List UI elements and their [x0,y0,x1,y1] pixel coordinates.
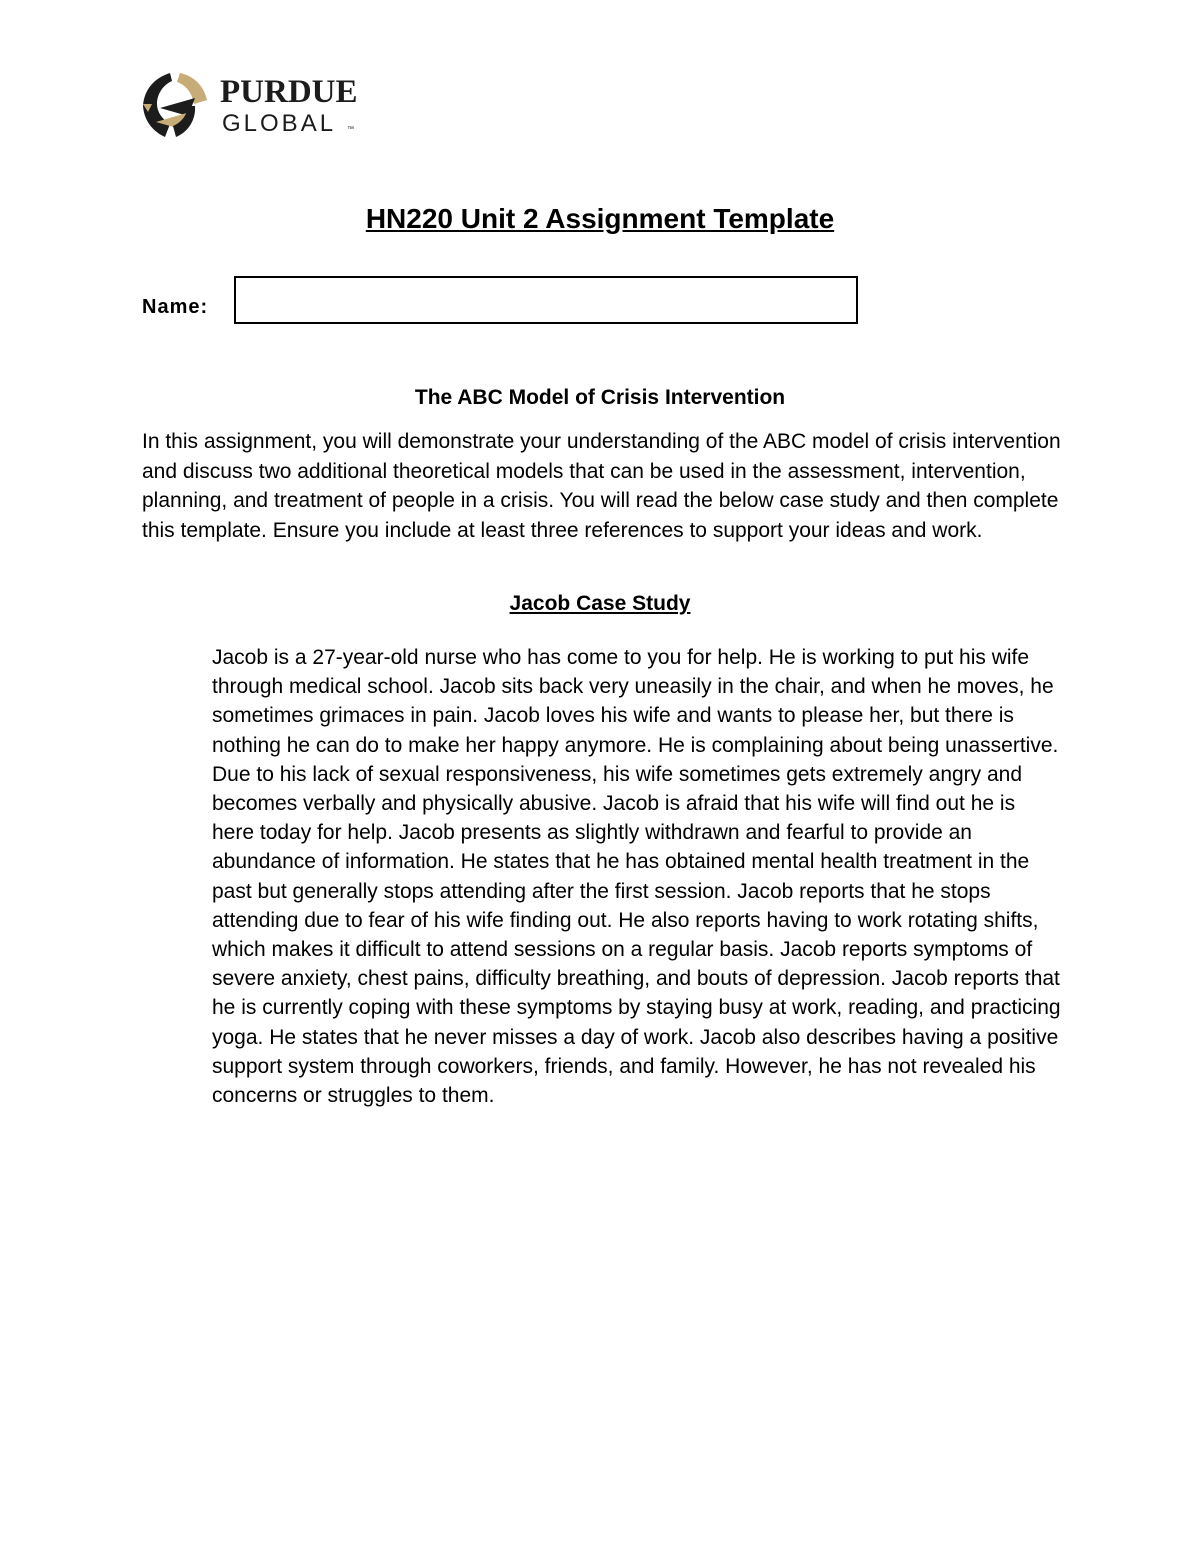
section-heading: The ABC Model of Crisis Intervention [414,386,786,409]
logo-subname: GLOBAL [222,110,337,137]
name-field[interactable] [234,276,858,324]
logo-trademark: ™ [347,126,354,133]
purdue-global-logo [140,68,380,142]
intro-paragraph: In this assignment, you will demonstrate your understanding of the ABC model of crisis intervention and discuss two additional theoretical models that can be used in the assessment, intervention, planning, and treatment of people in a crisis. You will read the below case study and then complete this template. Ensure you include at least three references to support your ideas and work. [142,430,1061,542]
globe-icon [142,72,208,138]
name-label: Name: [142,296,209,318]
document-title: HN220 Unit 2 Assignment Template [365,203,835,234]
logo-graphic [140,68,380,142]
logo-name: PURDUE [220,74,358,110]
case-study-heading: Jacob Case Study [509,592,691,615]
case-study-paragraph: Jacob is a 27-year-old nurse who has come to you for help. He is working to put his wife through medical school. Jacob sits back very uneasily in the chair, and when he moves, he sometimes grimaces in pain. Jacob loves his wife and wants to please her, but there is nothing he can do to make her happy anymore. He is complaining about being unassertive. Due to his lack of sexual responsiveness, his wife sometimes gets extremely angry and becomes verbally and physically abusive. Jacob is afraid that his wife will find out he is here today for help. Jacob presents as slightly withdrawn and fearful to provide an abundance of information. He states that he has obtained mental health treatment in the past but generally stops attending after the first session. Jacob reports that he stops attending due to fear of his wife finding out. He also reports having to work rotating shifts, which makes it difficult to attend sessions on a regular basis. Jacob reports symptoms of severe anxiety, chest pains, difficulty breathing, and bouts of depression. Jacob reports that he is currently coping with these symptoms by staying busy at work, reading, and practicing yoga. He states that he never misses a day of work. Jacob also describes having a positive support system through coworkers, friends, and family. However, he has not revealed his concerns or struggles to them. [212,646,1061,1108]
